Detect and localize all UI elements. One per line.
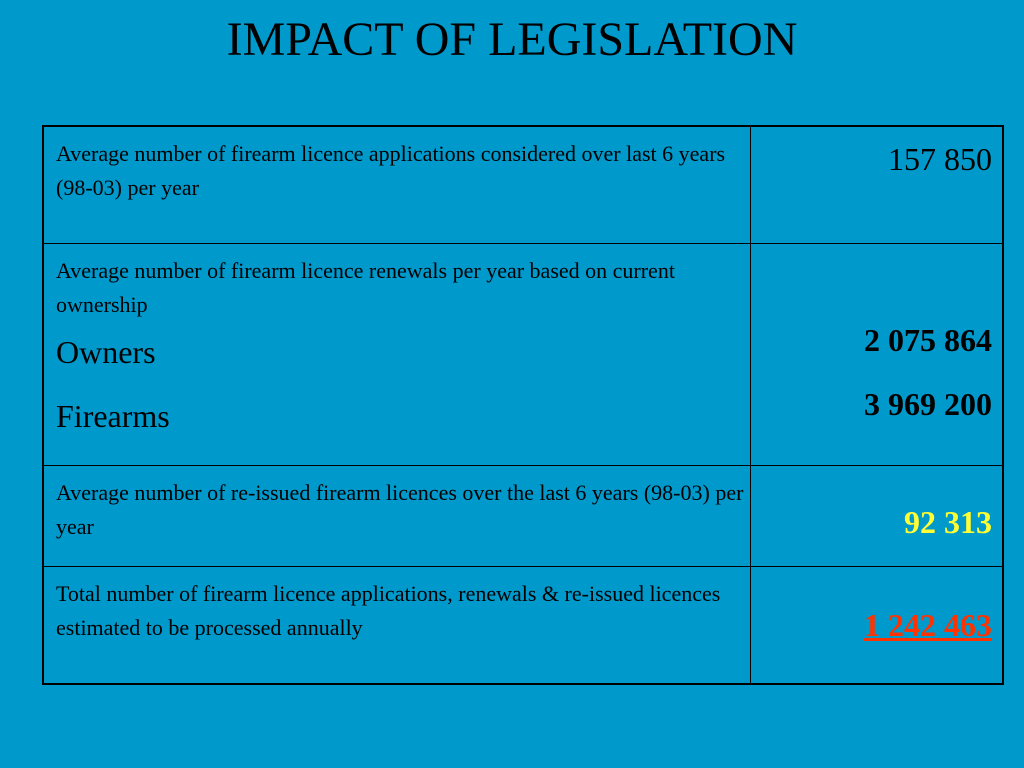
row-description: Average number of re-issued firearm licences over the last 6 years (98-03) per year: [56, 480, 744, 539]
firearms-label: Firearms: [56, 398, 170, 434]
row-description: Average number of firearm licence applications considered over last 6 years (98-03) per year: [56, 141, 726, 200]
row-description: Total number of firearm licence applications, renewals & re-issued licences estimated to be processed annually: [56, 581, 721, 640]
table-row-renewals: [44, 244, 1002, 466]
total-value: 1 242 463: [864, 607, 992, 643]
table-row-total: [44, 567, 1002, 683]
row-description: Average number of firearm licence renewals per year based on current ownership: [56, 258, 675, 317]
owners-label: Owners: [56, 334, 156, 370]
table-row-applications: [44, 127, 1002, 244]
owners-value: 2 075 864: [864, 322, 992, 358]
slide-title: IMPACT OF LEGISLATION: [226, 13, 798, 66]
legislation-impact-table: [42, 125, 1004, 685]
row-value: 92 313: [904, 504, 992, 540]
table-row-reissued: [44, 466, 1002, 567]
firearms-value: 3 969 200: [864, 386, 992, 422]
row-value: 157 850: [888, 141, 992, 177]
